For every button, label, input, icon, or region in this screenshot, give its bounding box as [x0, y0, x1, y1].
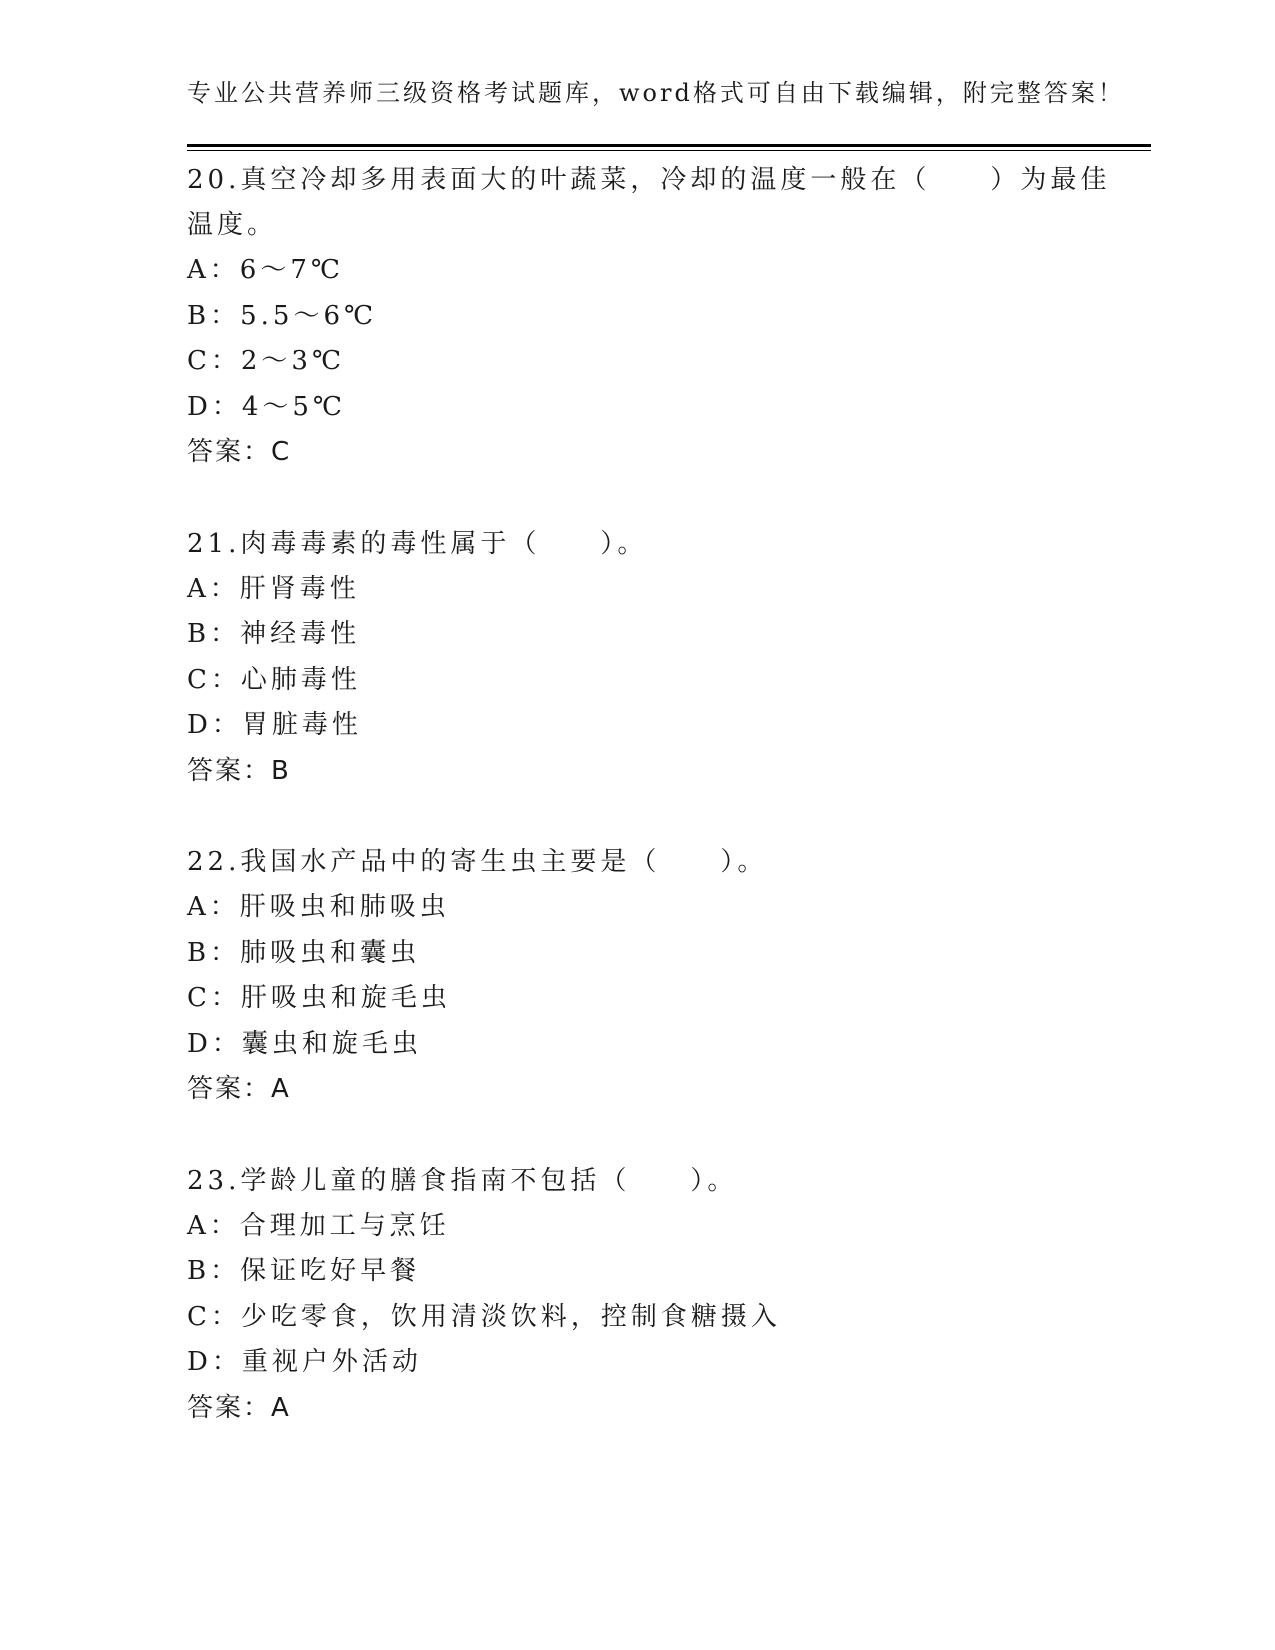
option-a: A：肝吸虫和肺吸虫 — [187, 892, 450, 922]
answer: 答案：A — [187, 1392, 291, 1423]
answer: 答案：C — [187, 437, 292, 467]
question-22 — [187, 840, 1117, 1113]
question-text: 22.我国水产品中的寄生虫主要是（ ）。 — [187, 847, 768, 877]
question-23 — [187, 1159, 1117, 1432]
option-b: B：5.5～6℃ — [187, 300, 378, 331]
option-c: C：心肺毒性 — [187, 664, 361, 695]
page-header: 专业公共营养师三级资格考试题库，word格式可自由下载编辑，附完整答案！ — [187, 79, 1125, 107]
option-b: B：保证吃好早餐 — [187, 1256, 421, 1286]
option-a: A：合理加工与烹饪 — [187, 1210, 450, 1241]
question-text: 21.肉毒毒素的毒性属于（ ）。 — [187, 528, 648, 559]
question-20 — [187, 158, 1117, 476]
option-d: D：4～5℃ — [187, 391, 347, 422]
header-rule-thick — [187, 144, 1151, 147]
option-c: C：少吃零食，饮用清淡饮料，控制食糖摄入 — [187, 1301, 781, 1332]
option-d: D：囊虫和旋毛虫 — [187, 1028, 422, 1059]
option-a: A：肝肾毒性 — [187, 573, 360, 604]
question-list — [187, 158, 1117, 1477]
option-a: A：6～7℃ — [187, 255, 344, 285]
question-text: 20.真空冷却多用表面大的叶蔬菜，冷却的温度一般在（ ）为最佳温度。 — [187, 165, 1111, 240]
option-d: D：胃脏毒性 — [187, 710, 362, 740]
option-c: C：肝吸虫和旋毛虫 — [187, 983, 451, 1013]
question-21 — [187, 522, 1117, 795]
option-b: B：肺吸虫和囊虫 — [187, 937, 421, 968]
answer: 答案：B — [187, 755, 291, 786]
option-b: B：神经毒性 — [187, 619, 361, 649]
header-rule-thin — [187, 150, 1151, 151]
question-text: 23.学龄儿童的膳食指南不包括（ ）。 — [187, 1165, 738, 1196]
answer: 答案：A — [187, 1074, 291, 1104]
option-d: D：重视户外活动 — [187, 1347, 422, 1377]
option-c: C：2～3℃ — [187, 346, 346, 376]
